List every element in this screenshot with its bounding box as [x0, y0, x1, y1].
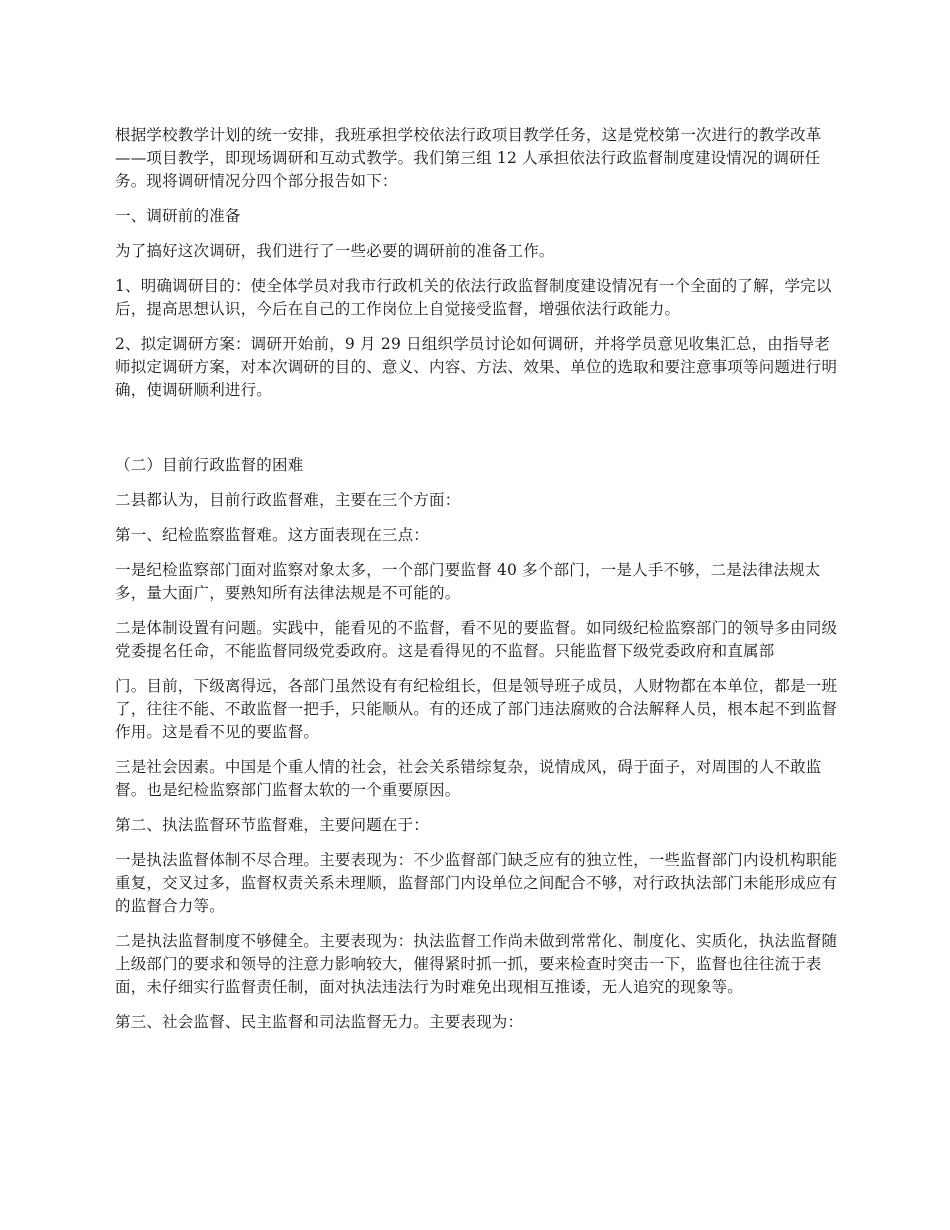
point-three-heading: 第三、社会监督、民主监督和司法监督无力。主要表现为：	[115, 1013, 524, 1031]
point-one-heading: 第一、纪检监察监督难。这方面表现在三点：	[115, 526, 430, 544]
point-one-item-two-continued: 门。目前，下级离得远，各部门虽然设有有纪检组长，但是领导班子成员，人财物都在本单位，都是一班了，往往不能、不敢监督一把手，只能顺从。有的还成了部门违法腐败的合法解释人员，根本起不到监督作用。这是看不见的要监督。	[115, 677, 838, 741]
point-one-item-one: 一是纪检监察部门面对监察对象太多，一个部门要监督 40 多个部门，一是人手不够，二是法律法规太多，量大面广，要熟知所有法律法规是不可能的。	[115, 561, 821, 602]
point-one-item-three: 三是社会因素。中国是个重人情的社会，社会关系错综复杂，说情成风，碍于面子，对周围的人不敢监督。也是纪检监察部门监督太软的一个重要原因。	[115, 758, 822, 799]
point-two-item-one: 一是执法监督体制不尽合理。主要表现为：不少监督部门缺乏应有的独立性，一些监督部门内设机构职能重复，交叉过多，监督权责关系未理顺，监督部门内设单位之间配合不够，对行政执法部门未能形成应有的监督合力等。	[115, 851, 838, 915]
section-heading-preparation: 一、调研前的准备	[115, 207, 241, 225]
plan-paragraph: 2、拟定调研方案：调研开始前，9 月 29 日组织学员讨论如何调研，并将学员意见收集汇总，由指导老师拟定调研方案，对本次调研的目的、意义、内容、方法、效果、单位的选取和要注意事项等问题进行明确，使调研顺利进行。	[115, 335, 838, 399]
section-heading-difficulties: （二）目前行政监督的困难	[115, 456, 304, 474]
point-two-heading: 第二、执法监督环节监督难，主要问题在于：	[115, 816, 430, 834]
intro-paragraph: 根据学校教学计划的统一安排，我班承担学校依法行政项目教学任务，这是党校第一次进行的教学改革——项目教学，即现场调研和互动式教学。我们第三组 12 人承担依法行政监督制度建设情况的调研任务。现将调研情况分四个部分报告如下：	[115, 126, 822, 190]
point-one-item-two: 二是体制设置有问题。实践中，能看见的不监督，看不见的要监督。如同级纪检监察部门的领导多由同级党委提名任命，不能监督同级党委政府。这是看得见的不监督。只能监督下级党委政府和直属部	[115, 619, 838, 660]
document-page	[115, 124, 840, 1046]
preparation-paragraph: 为了搞好这次调研，我们进行了一些必要的调研前的准备工作。	[115, 242, 555, 260]
goal-paragraph: 1、明确调研目的：使全体学员对我市行政机关的依法行政监督制度建设情况有一个全面的了解，学完以后，提高思想认识，今后在自己的工作岗位上自觉接受监督，增强依法行政能力。	[115, 277, 832, 318]
point-two-item-two: 二是执法监督制度不够健全。主要表现为：执法监督工作尚未做到常常化、制度化、实质化，执法监督随上级部门的要求和领导的注意力影响较大，催得紧时抓一抓，要来检查时突击一下，监督也往往流于表面，未仔细实行监督责任制，面对执法违法行为时难免出现相互推诿，无人追究的现象等。	[115, 932, 838, 996]
difficulties-intro-paragraph: 二县都认为，目前行政监督难，主要在三个方面：	[115, 491, 461, 509]
section-gap	[115, 414, 840, 454]
